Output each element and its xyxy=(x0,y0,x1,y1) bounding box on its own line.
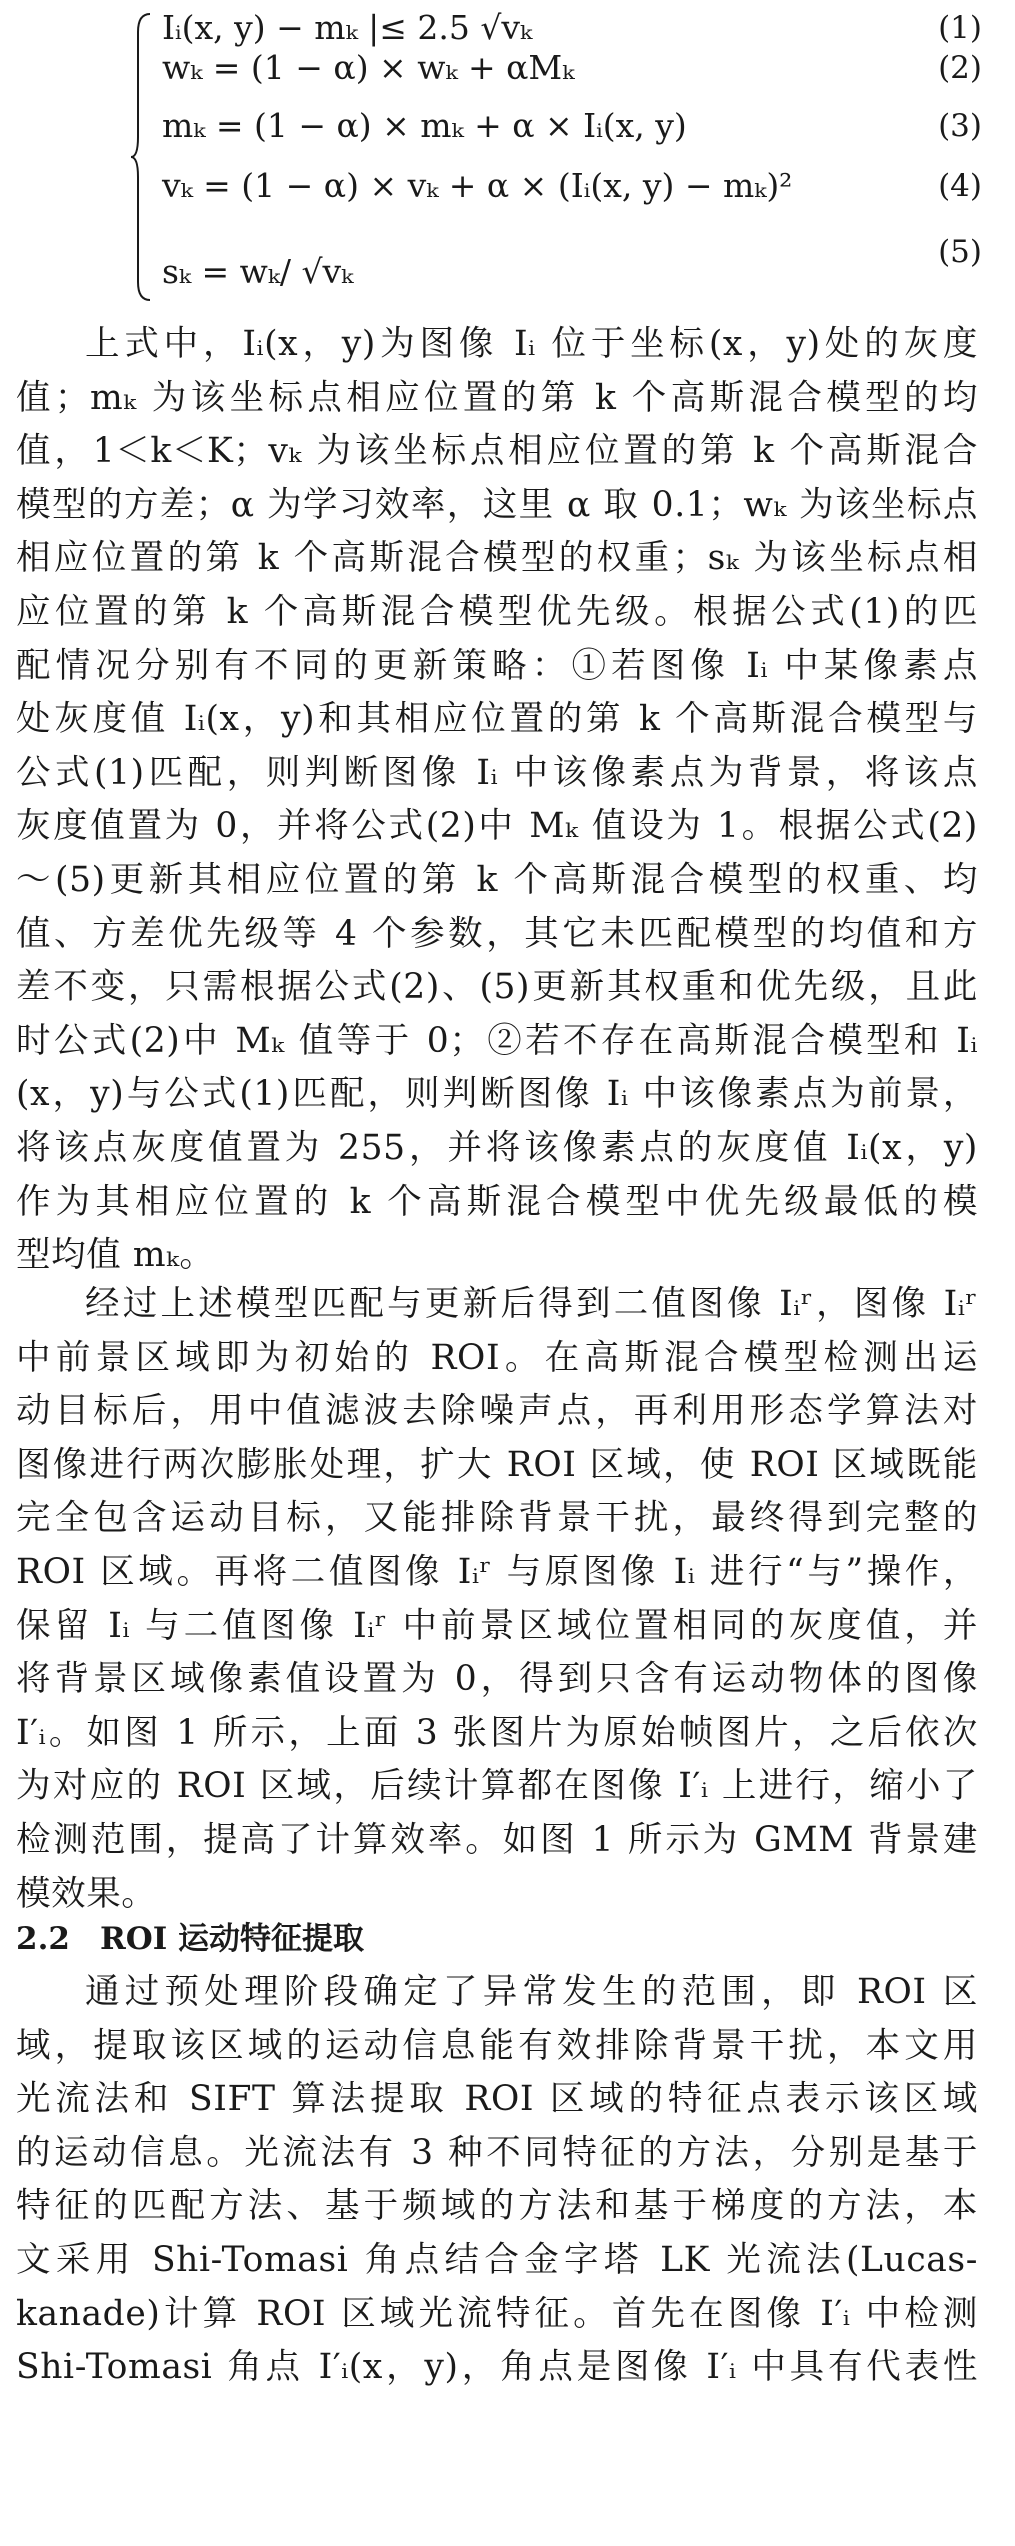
text-line: 灰度值置为 0，并将公式(2)中 Mₖ 值设为 1。根据公式(2) xyxy=(16,806,978,847)
text-line: 将背景区域像素值设置为 0，得到只含有运动物体的图像 xyxy=(16,1659,978,1700)
text-line: (x，y)与公式(1)匹配，则判断图像 Iᵢ 中该像素点为前景， xyxy=(16,1074,978,1115)
text-line: 模型的方差；α 为学习效率，这里 α 取 0.1；wₖ 为该坐标点 xyxy=(16,484,978,525)
text-line: 上式中，Iᵢ(x，y)为图像 Iᵢ 位于坐标(x，y)处的灰度 xyxy=(85,324,978,364)
equation-row xyxy=(162,40,982,96)
text-line: 域，提取该区域的运动信息能有效排除背景干扰，本文用 xyxy=(16,2025,978,2066)
equation-expression: wₖ = (1 − α) × wₖ + αMₖ xyxy=(162,48,575,87)
text-line: ～(5)更新其相应位置的第 k 个高斯混合模型的权重、均 xyxy=(16,859,978,900)
text-line: ROI 区域。再将二值图像 Iᵢʳ 与原图像 Iᵢ 进行“与”操作， xyxy=(16,1551,978,1592)
text-line: 作为其相应位置的 k 个高斯混合模型中优先级最低的模 xyxy=(16,1181,978,1222)
text-line: 完全包含运动目标，又能排除背景干扰，最终得到完整的 xyxy=(16,1498,978,1539)
text-line: 值；mₖ 为该坐标点相应位置的第 k 个高斯混合模型的均 xyxy=(16,377,978,418)
equation-block xyxy=(130,0,990,300)
text-line: 特征的匹配方法、基于频域的方法和基于梯度的方法，本 xyxy=(16,2186,978,2227)
text-line: Shi-Tomasi 角点 I′ᵢ(x，y)，角点是图像 I′ᵢ 中具有代表性 xyxy=(16,2347,978,2388)
text-line: 公式(1)匹配，则判断图像 Iᵢ 中该像素点为背景，将该点 xyxy=(16,752,978,793)
text-line: 将该点灰度值置为 255，并将该像素点的灰度值 Iᵢ(x，y) xyxy=(16,1127,978,1168)
paragraph-motion-features xyxy=(16,1966,978,2395)
equation-number: (3) xyxy=(938,108,982,144)
text-line: 通过预处理阶段确定了异常发生的范围，即 ROI 区 xyxy=(85,1972,978,2012)
text-line: 配情况分别有不同的更新策略：①若图像 Iᵢ 中某像素点 xyxy=(16,645,978,686)
left-brace-icon xyxy=(130,12,152,302)
equation-row xyxy=(162,98,982,154)
equation-expression: Iᵢ(x, y) − mₖ |≤ 2.5 √vₖ xyxy=(162,8,533,47)
text-line: 检测范围，提高了计算效率。如图 1 所示为 GMM 背景建 xyxy=(16,1819,978,1860)
text-line: 中前景区域即为初始的 ROI。在高斯混合模型检测出运 xyxy=(16,1337,978,1378)
equation-row xyxy=(162,234,982,300)
text-line: 动目标后，用中值滤波去除噪声点，再利用形态学算法对 xyxy=(16,1391,978,1432)
equation-expression: mₖ = (1 − α) × mₖ + α × Iᵢ(x, y) xyxy=(162,106,687,145)
text-line: 应位置的第 k 个高斯混合模型优先级。根据公式(1)的匹 xyxy=(16,591,978,632)
text-line: 值、方差优先级等 4 个参数，其它未匹配模型的均值和方 xyxy=(16,913,978,954)
paragraph-gmm-update xyxy=(16,318,978,1283)
paragraph-roi-extraction xyxy=(16,1278,978,1921)
section-heading xyxy=(16,1912,364,1966)
text-line: 模效果。 xyxy=(16,1873,157,1914)
text-line: 相应位置的第 k 个高斯混合模型的权重；sₖ 为该坐标点相 xyxy=(16,538,978,579)
text-line: 为对应的 ROI 区域，后续计算都在图像 I′ᵢ 上进行，缩小了 xyxy=(16,1766,978,1807)
text-line: 保留 Iᵢ 与二值图像 Iᵢʳ 中前景区域位置相同的灰度值，并 xyxy=(16,1605,978,1646)
text-line: 时公式(2)中 Mₖ 值等于 0；②若不存在高斯混合模型和 Iᵢ xyxy=(16,1020,978,1061)
equation-row xyxy=(162,158,982,214)
text-line: 图像进行两次膨胀处理，扩大 ROI 区域，使 ROI 区域既能 xyxy=(16,1444,978,1485)
section-title: ROI 运动特征提取 xyxy=(99,1921,364,1957)
equation-number: (1) xyxy=(938,10,982,46)
text-line: 光流法和 SIFT 算法提取 ROI 区域的特征点表示该区域 xyxy=(16,2079,978,2120)
text-line: 差不变，只需根据公式(2)、(5)更新其权重和优先级，且此 xyxy=(16,967,978,1008)
text-line: 的运动信息。光流法有 3 种不同特征的方法，分别是基于 xyxy=(16,2132,978,2173)
section-number: 2.2 xyxy=(16,1921,70,1957)
text-line: 型均值 mₖ。 xyxy=(16,1235,215,1276)
equation-number: (2) xyxy=(938,50,982,86)
text-line: 值，1＜k＜K；vₖ 为该坐标点相应位置的第 k 个高斯混合 xyxy=(16,431,978,472)
equation-number: (5) xyxy=(938,234,982,270)
text-line: I′ᵢ。如图 1 所示，上面 3 张图片为原始帧图片，之后依次 xyxy=(16,1712,978,1753)
text-line: 经过上述模型匹配与更新后得到二值图像 Iᵢʳ，图像 Iᵢʳ xyxy=(85,1284,978,1324)
equation-expression: vₖ = (1 − α) × vₖ + α × (Iᵢ(x, y) − mₖ)² xyxy=(162,166,793,205)
text-line: kanade)计算 ROI 区域光流特征。首先在图像 I′ᵢ 中检测 xyxy=(16,2293,978,2334)
text-line: 处灰度值 Iᵢ(x，y)和其相应位置的第 k 个高斯混合模型与 xyxy=(16,699,978,740)
text-line: 文采用 Shi-Tomasi 角点结合金字塔 LK 光流法(Lucas- xyxy=(16,2239,978,2280)
equation-expression: sₖ = wₖ/ √vₖ xyxy=(162,252,354,291)
equation-number: (4) xyxy=(938,168,982,204)
